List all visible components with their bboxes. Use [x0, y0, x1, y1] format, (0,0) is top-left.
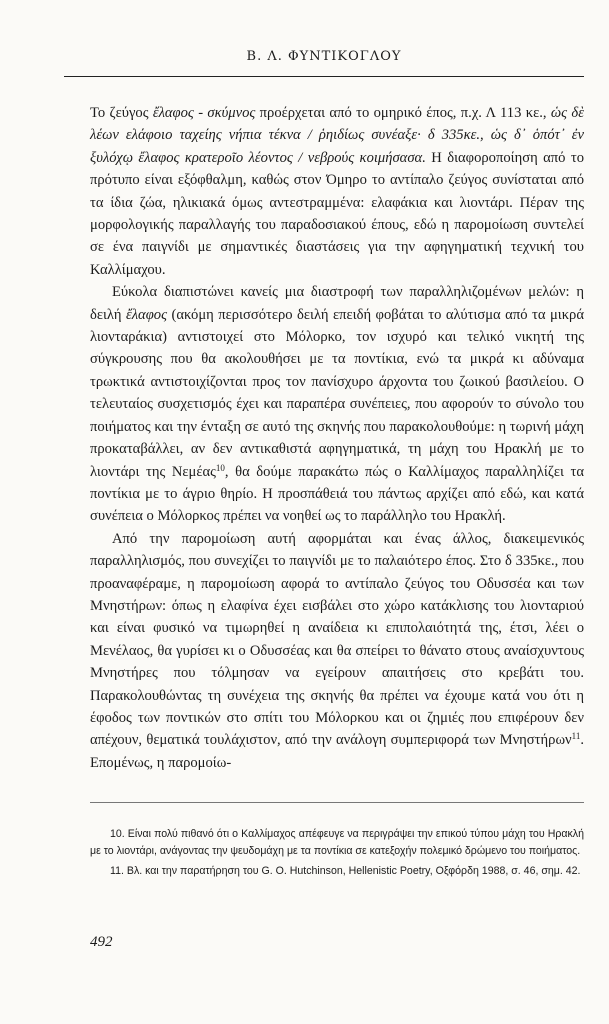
paragraph-1 [90, 102, 584, 281]
italic-greek-quote: ὡς δὲ λέων ελάφοιο ταχείης νήπια τέκνα / ῥηιδίως συνέαξε· δ 335κε., ὡς δ᾽ ὁπότ᾽ ἐν ξυλόχῳ ἔλαφος κρατεροῖο λέοντος / νεβρούς κοιμήσασα. [90, 105, 584, 166]
text-run: Η διαφοροποίηση από το πρότυπο είναι εξόφθαλμη, καθώς στον Όμηρο το αντίπαλο ζεύγος συνίσταται από τα ίδια ζώα, ηλικιακά όμως αντεστραμμένα: ελαφάκια και λιοντάρι. Πέραν της μορφολογικής παραλλαγής του παραδοσιακού έπους, εδώ η παρομοίωση συντελεί σε ένα παιγνίδι με σημαντικές διαστάσεις για την αφηγηματική τεχνική του Καλλίμαχου. [90, 149, 584, 278]
header-rule [64, 76, 584, 77]
page-number: 492 [90, 934, 113, 950]
footnote-10: 10. Είναι πολύ πιθανό ότι ο Καλλίμαχος απέφευγε να περιγράψει την επικού τύπου μάχη του Ηρακλή με το λιοντάρι, ανάγοντας την ψευδομάχη με τα ποντίκια σε κατεξοχήν πολεμικό δρώμενο του ποιήματος. [90, 828, 584, 858]
footnotes [90, 826, 584, 882]
italic-greek-quote: ἔλαφος - σκύμνος [152, 105, 256, 121]
text-run: Το ζεύγος [90, 105, 153, 121]
text-run: , θα δούμε παρακάτω πώς ο Καλλίμαχος παραλληλίζει τα ποντίκια με το άγριο θηρίο. Η προσπάθειά του πάντως αρχίζει από εδώ, και κατά συνέπεια ο Μόλορκος πρέπει να νοηθεί ως το παράλληλο του Ηρακλή. [90, 463, 584, 525]
paragraph-3 [90, 528, 584, 774]
body-text [90, 102, 584, 774]
text-run: . Επομένως, η παρομοίω- [90, 732, 584, 771]
text-run: (ακόμη περισσότερο δειλή επειδή φοβάται το αλύτισμα από τα μικρά λιονταράκια) αντιστοιχεί στο Μόλορκο, τον ισχυρό και τελικό νικητή της σύγκρουσης που θα ακολουθήσει με τα ποντίκια, ενώ τα μικρά κι αδύναμα τρωκτικά αντιστοιχίζονται προς τον πανίσχυρο άρχοντα του ζωικού βασιλείου. Ο τελευταίος συσχετισμός έχει και παραπέρα συνέπειες, που αφορούν το σύνολο του ποιήματος και την ένταξη σε αυτό της σκηνής που παρακολουθούμε: η τωρινή μάχη προκαταβάλλει, αν δεν αντικαθιστά αφηγηματικά, τη μάχη του Ηρακλή με το λιοντάρι της Νεμέας [90, 306, 584, 480]
text-run: προέρχεται από το ομηρικό έπος, π.χ. Λ 113 κε., [255, 105, 551, 121]
footnote-ref: 11 [571, 731, 581, 742]
running-header: Β. Λ. ΦΥΝΤΙΚΟΓΛΟΥ [246, 49, 402, 64]
footnote-11: 11. Βλ. και την παρατήρηση του G. O. Hutchinson, Hellenistic Poetry, Οξφόρδη 1988, σ. 46, σημ. 42. [110, 864, 581, 877]
text-run: Από την παρομοίωση αυτή αφορμάται και ένας άλλος, διακειμενικός παραλληλισμός, που συνεχίζει το παιγνίδι με το παλαιότερο έπος. Στο δ 335κε., που προαναφέραμε, η παρομοίωση αφορά το αντίπαλο ζεύγος του Οδυσσέα και των Μνηστήρων: όπως η ελαφίνα έχει εισβάλει στο χώρο κατάκλισης του λιονταριού και είναι φυσικό να τιμωρηθεί η αναίδεια κι επιπολαιότητά της, έτσι, λέει ο Μενέλαος, θα γυρίσει κι ο Οδυσσέας και θα σπείρει το θάνατο στους αναίσχυντους Μνηστήρες που τόλμησαν να εγείρουν απαιτήσεις στο κρεβάτι του. Παρακολουθώντας τη συνέχεια της σκηνής θα πρέπει να έχουμε κατά νου ότι η έφοδος των ποντικών στο σπίτι του Μόλορκου και οι ζημιές που επιφέρουν δεν απέχουν, θεματικά τουλάχιστον, από την ανάλογη συμπεριφορά των Μνηστήρων [90, 530, 584, 749]
italic-greek-quote: ἔλαφος [125, 306, 168, 323]
text-run: Εύκολα διαπιστώνει κανείς μια διαστροφή των παραλληλιζομένων μελών: η δειλή [90, 284, 584, 323]
footnote-rule [90, 802, 584, 803]
paragraph-2 [90, 281, 584, 527]
footnote-ref: 10 [215, 462, 225, 473]
